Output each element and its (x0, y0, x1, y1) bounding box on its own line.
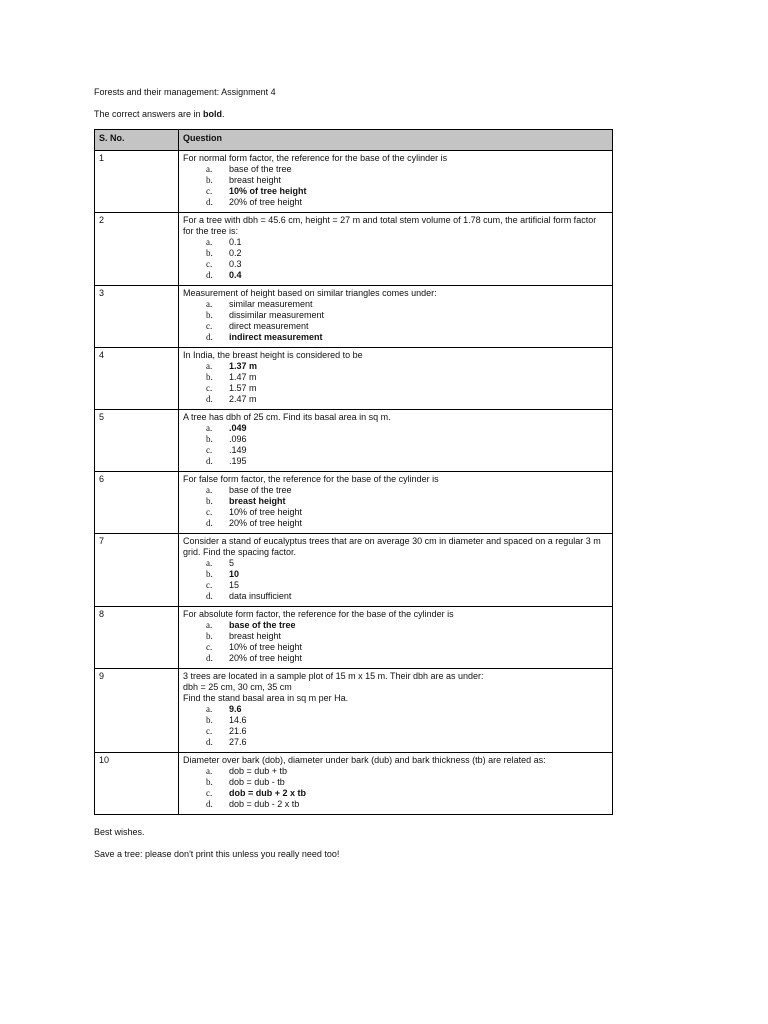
option-letter: a. (206, 485, 213, 495)
option-item (183, 456, 608, 467)
option-item (183, 799, 608, 810)
option-item (183, 518, 608, 529)
correct-option (183, 569, 608, 580)
option-text: 27.6 (229, 737, 247, 747)
option-item (183, 777, 608, 788)
option-item (183, 715, 608, 726)
intro-bold-word: bold (203, 109, 223, 119)
correct-option (183, 186, 608, 197)
option-letter: c. (206, 259, 213, 269)
intro-prefix: The correct answers are in (94, 109, 204, 119)
option-letter: d. (206, 332, 213, 342)
option-letter: b. (206, 434, 213, 444)
table-row (95, 753, 613, 815)
question-text: For absolute form factor, the reference for the base of the cylinder is (183, 609, 454, 619)
option-text: 10% of tree height (229, 186, 307, 196)
option-text: .049 (229, 423, 247, 433)
option-letter: a. (206, 423, 213, 433)
table-row (95, 348, 613, 410)
header-sno: S. No. (95, 130, 179, 151)
option-text: .195 (229, 456, 247, 466)
table-row (95, 472, 613, 534)
question-text: 3 trees are located in a sample plot of 15 m x 15 m. Their dbh are as under: dbh = 25 cm, 30 cm, 35 cm Find the stand basal area in sq m per Ha. (183, 671, 484, 703)
option-text: breast height (229, 496, 286, 506)
option-list (183, 423, 608, 467)
option-letter: c. (206, 642, 213, 652)
question-number: 8 (95, 607, 179, 669)
option-item (183, 310, 608, 321)
option-item (183, 237, 608, 248)
correct-option (183, 270, 608, 281)
option-item (183, 766, 608, 777)
intro-suffix: . (222, 109, 225, 119)
option-item (183, 248, 608, 259)
option-item (183, 394, 608, 405)
option-letter: c. (206, 580, 213, 590)
option-text: 10 (229, 569, 240, 579)
question-cell (179, 151, 613, 213)
question-number: 6 (95, 472, 179, 534)
option-letter: d. (206, 456, 213, 466)
table-row (95, 669, 613, 753)
option-letter: d. (206, 518, 213, 528)
option-text: dissimilar measurement (229, 310, 325, 320)
option-letter: c. (206, 445, 213, 455)
option-letter: b. (206, 715, 213, 725)
table-header-row (95, 130, 613, 151)
question-text: In India, the breast height is considered to be (183, 350, 363, 360)
option-letter: a. (206, 361, 213, 371)
option-letter: a. (206, 766, 213, 776)
option-text: similar measurement (229, 299, 313, 309)
option-text: dob = dub + 2 x tb (229, 788, 307, 798)
table-row (95, 151, 613, 213)
question-text: For a tree with dbh = 45.6 cm, height = 27 m and total stem volume of 1.78 cum, the artificial form factor for the tree is: (183, 215, 597, 236)
assignment-page (94, 87, 612, 860)
option-item (183, 164, 608, 175)
question-cell (179, 607, 613, 669)
option-text: 0.2 (229, 248, 242, 258)
option-letter: d. (206, 737, 213, 747)
option-letter: b. (206, 569, 213, 579)
option-list (183, 766, 608, 810)
question-cell (179, 753, 613, 815)
option-letter: d. (206, 394, 213, 404)
header-question: Question (179, 130, 613, 151)
option-letter: b. (206, 310, 213, 320)
correct-option (183, 704, 608, 715)
intro-note (94, 109, 612, 120)
option-text: breast height (229, 631, 282, 641)
option-text: 14.6 (229, 715, 247, 725)
option-item (183, 175, 608, 186)
table-row (95, 286, 613, 348)
option-text: 9.6 (229, 704, 242, 714)
question-number: 2 (95, 213, 179, 286)
option-text: dob = dub + tb (229, 766, 288, 776)
question-text: Measurement of height based on similar triangles comes under: (183, 288, 437, 298)
option-list (183, 361, 608, 405)
option-text: 1.47 m (229, 372, 257, 382)
table-row (95, 607, 613, 669)
question-cell (179, 348, 613, 410)
option-item (183, 737, 608, 748)
option-letter: c. (206, 726, 213, 736)
question-cell (179, 669, 613, 753)
option-text: data insufficient (229, 591, 292, 601)
question-number: 7 (95, 534, 179, 607)
correct-option (183, 423, 608, 434)
question-text: For normal form factor, the reference for the base of the cylinder is (183, 153, 448, 163)
option-text: breast height (229, 175, 282, 185)
print-note: Save a tree: please don't print this unless you really need too! (94, 849, 340, 859)
correct-option (183, 361, 608, 372)
table-row (95, 213, 613, 286)
document-title: Forests and their management: Assignment 4 (94, 87, 276, 97)
option-text: 20% of tree height (229, 197, 303, 207)
option-item (183, 726, 608, 737)
correct-option (183, 788, 608, 799)
option-item (183, 485, 608, 496)
option-letter: a. (206, 704, 213, 714)
option-text: 20% of tree height (229, 653, 303, 663)
option-text: 20% of tree height (229, 518, 303, 528)
option-item (183, 445, 608, 456)
question-number: 9 (95, 669, 179, 753)
option-letter: d. (206, 270, 213, 280)
option-letter: b. (206, 777, 213, 787)
option-item (183, 580, 608, 591)
option-letter: b. (206, 496, 213, 506)
option-letter: a. (206, 237, 213, 247)
option-item (183, 558, 608, 569)
option-text: 2.47 m (229, 394, 257, 404)
question-text: For false form factor, the reference for the base of the cylinder is (183, 474, 439, 484)
correct-option (183, 620, 608, 631)
option-item (183, 653, 608, 664)
option-text: 15 (229, 580, 240, 590)
option-letter: b. (206, 175, 213, 185)
option-text: .149 (229, 445, 247, 455)
option-letter: c. (206, 321, 213, 331)
option-item (183, 299, 608, 310)
option-list (183, 704, 608, 748)
correct-option (183, 332, 608, 343)
option-item (183, 197, 608, 208)
option-text: .096 (229, 434, 247, 444)
option-text: 10% of tree height (229, 642, 303, 652)
option-text: base of the tree (229, 485, 292, 495)
questions-table (94, 129, 613, 815)
question-number: 4 (95, 348, 179, 410)
table-row (95, 410, 613, 472)
option-item (183, 434, 608, 445)
question-text: A tree has dbh of 25 cm. Find its basal area in sq m. (183, 412, 391, 422)
option-text: dob = dub - 2 x tb (229, 799, 300, 809)
option-list (183, 620, 608, 664)
table-row (95, 534, 613, 607)
closing-wishes: Best wishes. (94, 827, 145, 837)
option-item (183, 642, 608, 653)
option-text: direct measurement (229, 321, 309, 331)
question-cell (179, 410, 613, 472)
option-letter: b. (206, 248, 213, 258)
option-text: base of the tree (229, 620, 296, 630)
option-item (183, 321, 608, 332)
option-item (183, 591, 608, 602)
option-letter: a. (206, 620, 213, 630)
option-text: 1.57 m (229, 383, 257, 393)
option-letter: d. (206, 591, 213, 601)
option-list (183, 558, 608, 602)
option-letter: a. (206, 558, 213, 568)
question-cell (179, 534, 613, 607)
option-item (183, 259, 608, 270)
option-letter: d. (206, 799, 213, 809)
option-text: 10% of tree height (229, 507, 303, 517)
question-number: 1 (95, 151, 179, 213)
question-text: Consider a stand of eucalyptus trees that are on average 30 cm in diameter and spaced on a regular 3 m grid. Find the spacing factor. (183, 536, 601, 557)
option-list (183, 237, 608, 281)
option-text: 1.37 m (229, 361, 258, 371)
option-list (183, 164, 608, 208)
option-text: 5 (229, 558, 235, 568)
question-number: 10 (95, 753, 179, 815)
option-item (183, 372, 608, 383)
option-letter: b. (206, 372, 213, 382)
option-letter: c. (206, 507, 213, 517)
question-cell (179, 472, 613, 534)
option-text: 21.6 (229, 726, 247, 736)
questions-body (95, 151, 613, 815)
question-text: Diameter over bark (dob), diameter under bark (dub) and bark thickness (tb) are related as: (183, 755, 546, 765)
question-cell (179, 213, 613, 286)
correct-option (183, 496, 608, 507)
option-text: 0.1 (229, 237, 242, 247)
option-text: 0.3 (229, 259, 242, 269)
option-letter: b. (206, 631, 213, 641)
option-letter: a. (206, 299, 213, 309)
option-item (183, 631, 608, 642)
option-letter: d. (206, 197, 213, 207)
option-letter: a. (206, 164, 213, 174)
option-list (183, 299, 608, 343)
option-list (183, 485, 608, 529)
option-letter: c. (206, 788, 213, 798)
option-text: dob = dub - tb (229, 777, 285, 787)
option-text: indirect measurement (229, 332, 323, 342)
question-cell (179, 286, 613, 348)
option-letter: c. (206, 383, 213, 393)
option-text: base of the tree (229, 164, 292, 174)
question-number: 5 (95, 410, 179, 472)
option-letter: c. (206, 186, 213, 196)
option-letter: d. (206, 653, 213, 663)
option-item (183, 507, 608, 518)
option-item (183, 383, 608, 394)
option-text: 0.4 (229, 270, 242, 280)
question-number: 3 (95, 286, 179, 348)
